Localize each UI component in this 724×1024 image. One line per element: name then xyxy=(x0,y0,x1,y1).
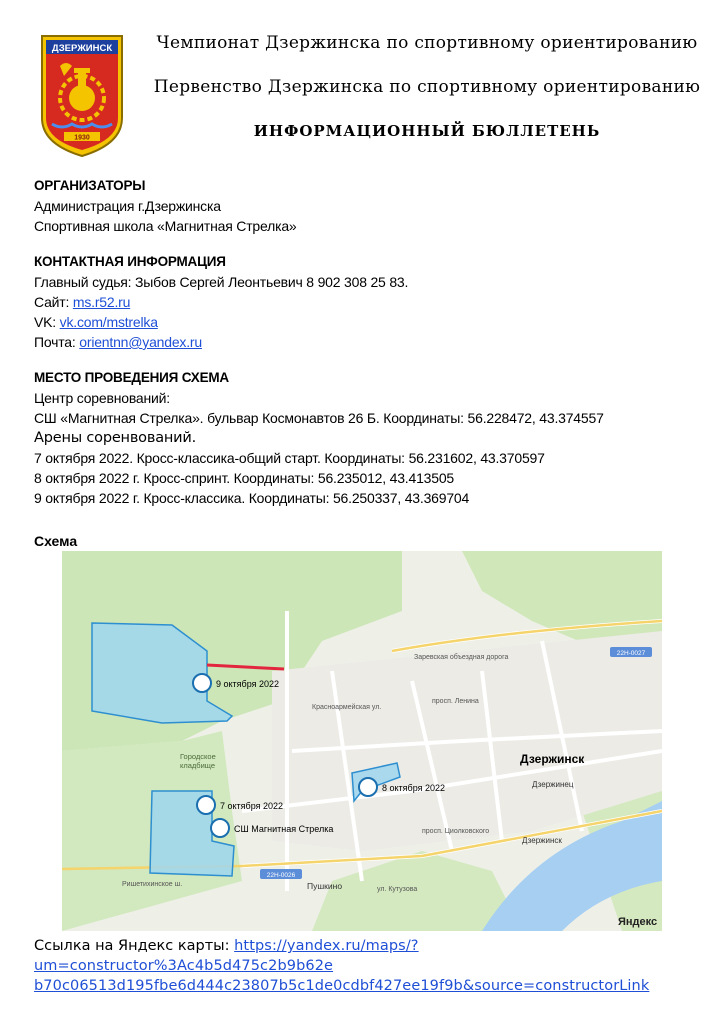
map-road-label: ул. Кутузова xyxy=(377,886,418,893)
scheme-heading: Схема xyxy=(34,533,78,549)
center-label: Центр соревнований: xyxy=(34,390,170,406)
city-crest-logo xyxy=(38,32,126,158)
map-road-badge: 22Н-0026 xyxy=(266,872,296,879)
organizer-line: Спортивная школа «Магнитная Стрелка» xyxy=(34,218,297,234)
championship-title: Чемпионат Дзержинска по спортивному ориентированию xyxy=(156,33,698,53)
map-road-label: Красноармейская ул. xyxy=(312,704,382,711)
map-label-oct8: 8 октября 2022 xyxy=(382,783,445,793)
yandex-link-block xyxy=(34,936,704,996)
venue-heading: МЕСТО ПРОВЕДЕНИЯ СХЕМА xyxy=(34,370,229,385)
bulletin-title: ИНФОРМАЦИОННЫЙ БЮЛЛЕТЕНЬ xyxy=(253,122,601,140)
organizer-line: Администрация г.Дзержинска xyxy=(34,198,221,214)
site-row xyxy=(34,292,694,312)
map-road-label: просп. Циолковского xyxy=(422,828,490,835)
map-road-label: Заревская объездная дорога xyxy=(414,654,509,661)
first-place-title: Первенство Дзержинска по спортивному ориентированию xyxy=(153,77,701,97)
crest-text: ДЗЕРЖИНСК xyxy=(51,43,113,54)
mail-row xyxy=(34,332,694,352)
map-label-cemetery: Городское кладбище xyxy=(180,752,216,770)
bulletin-body xyxy=(34,176,694,508)
map-label-school: СШ Магнитная Стрелка xyxy=(234,824,334,834)
yandex-link-label: Ссылка на Яндекс карты: xyxy=(34,938,235,954)
vk-link[interactable]: vk.com/mstrelka xyxy=(59,314,158,330)
vk-label: VK: xyxy=(34,314,60,330)
map-label-city: Дзержинск xyxy=(520,752,585,766)
contacts-heading: КОНТАКТНАЯ ИНФОРМАЦИЯ xyxy=(34,254,226,269)
map-road-badge: 22Н-0027 xyxy=(616,650,646,657)
organizers-heading: ОРГАНИЗАТОРЫ xyxy=(34,178,146,193)
map-label-station: Дзержинск xyxy=(522,836,562,845)
center-address: СШ «Магнитная Стрелка». бульвар Космонавтов 26 Б. Координаты: 56.228472, 43.374557 xyxy=(34,410,604,426)
site-link[interactable]: ms.r52.ru xyxy=(72,294,131,310)
site-label: Сайт: xyxy=(34,294,73,310)
arena-line: 9 октября 2022 г. Кросс-классика. Координаты: 56.250337, 43.369704 xyxy=(34,490,470,506)
mail-link[interactable]: orientnn@yandex.ru xyxy=(79,334,202,350)
map-label-dzerzhinets: Дзержинец xyxy=(532,780,574,789)
map-label-oct9: 9 октября 2022 xyxy=(216,679,279,689)
yandex-map-link[interactable]: https://yandex.ru/maps/?um=constructor%3Ac4b5d475c2b9b62e xyxy=(34,938,419,974)
crest-year: 1930 xyxy=(74,134,90,142)
mail-label: Почта: xyxy=(34,334,80,350)
map-label-oct7: 7 октября 2022 xyxy=(220,801,283,811)
vk-row xyxy=(34,312,694,332)
map-road-label: Ришетихинское ш. xyxy=(122,881,183,888)
map-road-label: просп. Ленина xyxy=(432,698,479,705)
chief-judge: Главный судья: Зыбов Сергей Леонтьевич 8 902 308 25 83. xyxy=(34,274,409,290)
arena-line: 8 октября 2022 г. Кросс-спринт. Координаты: 56.235012, 43.413505 xyxy=(34,470,454,486)
yandex-map-link-continued[interactable]: b70c06513d195fbe6d444c23807b5c1de0cdbf427ee19f9b&source=constructorLink xyxy=(34,978,650,994)
scheme-map[interactable] xyxy=(62,551,662,931)
arena-line: 7 октября 2022. Кросс-классика-общий старт. Координаты: 56.231602, 43.370597 xyxy=(34,450,545,466)
arenas-label: Арены соренвований. xyxy=(34,430,197,446)
yandex-logo: Яндекс xyxy=(618,916,658,928)
map-label-pushkino: Пушкино xyxy=(307,881,343,891)
